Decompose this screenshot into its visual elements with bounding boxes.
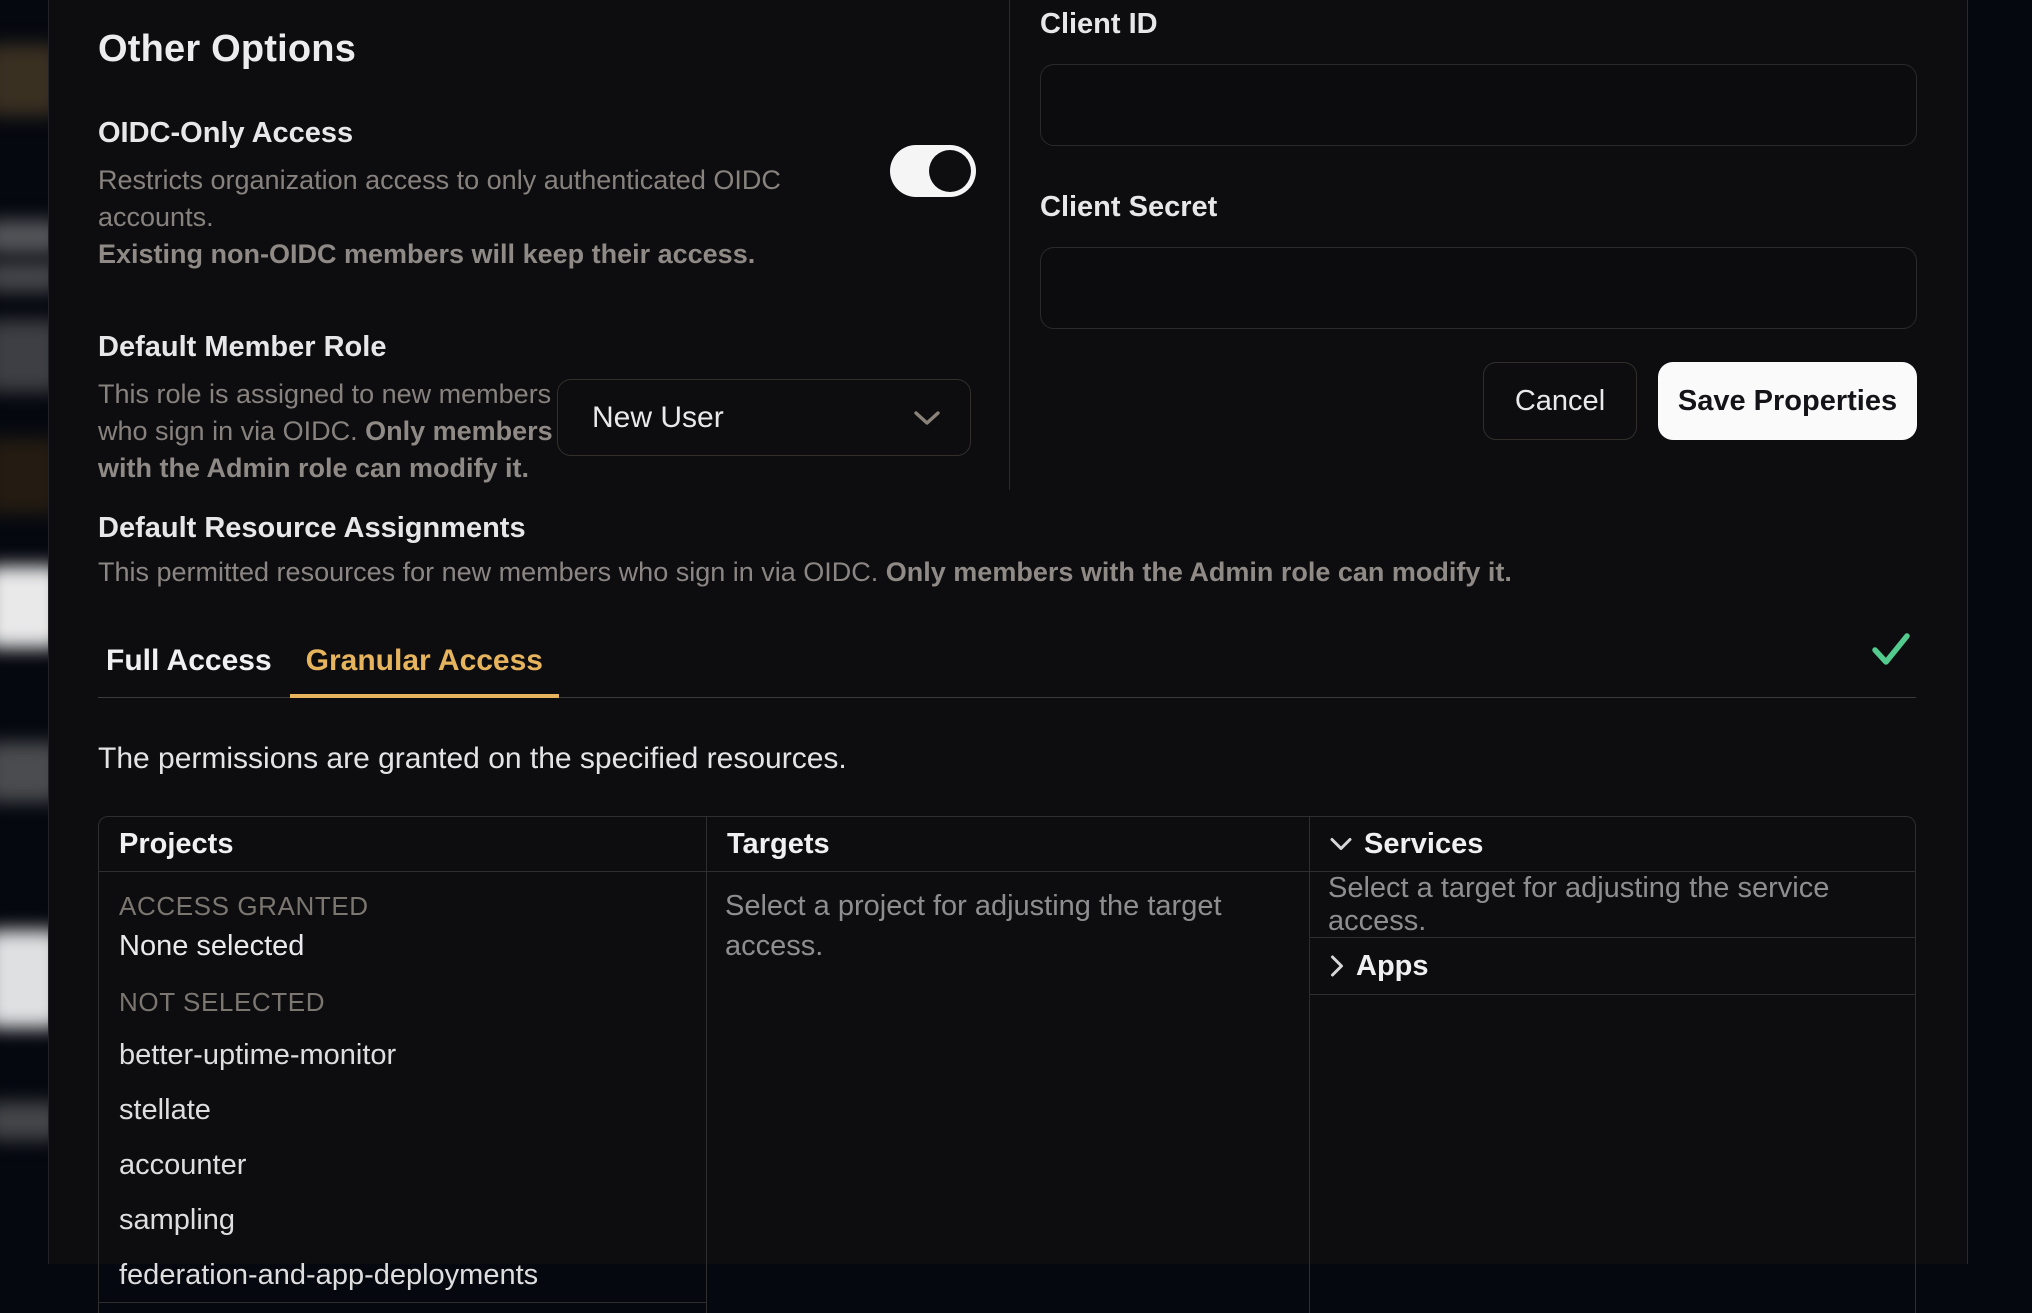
- list-item[interactable]: stellate: [119, 1094, 211, 1126]
- default-member-role-block: [98, 331, 1007, 487]
- not-selected-label: NOT SELECTED: [119, 987, 326, 1017]
- resource-table: [98, 816, 1916, 1313]
- column-divider: [1009, 0, 1010, 490]
- apps-header[interactable]: [1310, 938, 1915, 995]
- background-blur-strip-left: [0, 0, 48, 1264]
- role-desc-line2a: who sign in via OIDC.: [98, 416, 366, 446]
- cancel-button[interactable]: Cancel: [1483, 362, 1637, 440]
- resource-assignments-title: Default Resource Assignments: [98, 512, 526, 544]
- apps-header-label: Apps: [1356, 949, 1429, 982]
- background-strip-right: [1968, 0, 2032, 1264]
- oidc-only-access-row: [98, 117, 1007, 273]
- resource-assignments-description: [98, 557, 1916, 588]
- oidc-only-access-text: [98, 117, 838, 273]
- client-id-input[interactable]: [1040, 64, 1917, 146]
- list-item[interactable]: federation-and-app-deployments: [99, 1248, 706, 1303]
- default-member-role-description: [98, 376, 557, 487]
- save-properties-button[interactable]: Save Properties: [1658, 362, 1917, 440]
- projects-body: [99, 872, 706, 1303]
- oidc-only-access-description: [98, 162, 838, 273]
- oidc-settings-panel: [48, 0, 1968, 1291]
- resource-desc-strong: Only members with the Admin role can modify it.: [885, 557, 1512, 587]
- chevron-down-icon: [1330, 837, 1352, 851]
- projects-column: [99, 817, 707, 1313]
- list-item[interactable]: better-uptime-monitor: [119, 1039, 397, 1071]
- chevron-right-icon: [1330, 955, 1344, 977]
- other-options-column: [49, 0, 1007, 490]
- projects-header: Projects: [99, 817, 706, 872]
- access-granted-value: None selected: [119, 930, 305, 962]
- oidc-only-access-toggle[interactable]: [890, 145, 976, 197]
- services-column: [1310, 817, 1915, 1313]
- access-granted-label: ACCESS GRANTED: [119, 891, 369, 921]
- list-item[interactable]: accounter: [119, 1149, 247, 1181]
- project-list: [99, 1028, 706, 1303]
- form-actions: [1040, 362, 1917, 440]
- tab-granular-access[interactable]: Granular Access: [290, 644, 559, 698]
- checkmark-icon: [1868, 626, 1914, 672]
- default-resource-assignments-section: [49, 490, 1967, 1313]
- role-desc-line1: This role is assigned to new members: [98, 379, 552, 409]
- role-desc-line2b: Only members: [365, 416, 553, 446]
- client-id-label: Client ID: [1040, 8, 1158, 40]
- client-credentials-column: [1007, 0, 1967, 490]
- list-item[interactable]: sampling: [119, 1204, 236, 1236]
- oidc-desc-line1: Restricts organization access to only authenticated OIDC accounts.: [98, 165, 781, 232]
- tab-full-access[interactable]: Full Access: [106, 644, 272, 677]
- targets-header: Targets: [707, 817, 1309, 872]
- top-section: [49, 0, 1967, 490]
- services-header-label: Services: [1364, 827, 1484, 860]
- role-desc-line3: with the Admin role can modify it.: [98, 453, 530, 483]
- services-placeholder: Select a target for adjusting the service access.: [1310, 872, 1915, 938]
- oidc-only-access-label: OIDC-Only Access: [98, 117, 354, 149]
- chevron-down-icon: [914, 410, 940, 426]
- oidc-desc-line2: Existing non-OIDC members will keep their access.: [98, 239, 756, 269]
- default-member-role-label: Default Member Role: [98, 331, 387, 363]
- resource-desc-normal: This permitted resources for new members who sign in via OIDC.: [98, 557, 886, 587]
- toggle-knob: [929, 150, 971, 192]
- permissions-note: The permissions are granted on the specified resources.: [98, 742, 847, 775]
- services-header[interactable]: [1310, 817, 1915, 872]
- targets-placeholder: Select a project for adjusting the target access.: [725, 890, 1222, 962]
- dropdown-selected-value: New User: [592, 400, 724, 434]
- access-tabs: [98, 634, 1916, 698]
- client-secret-input[interactable]: [1040, 247, 1917, 329]
- targets-column: [707, 817, 1310, 1313]
- client-secret-label: Client Secret: [1040, 191, 1218, 223]
- default-member-role-dropdown[interactable]: [557, 379, 971, 456]
- default-member-role-row: [98, 376, 1007, 487]
- other-options-title: Other Options: [98, 28, 357, 70]
